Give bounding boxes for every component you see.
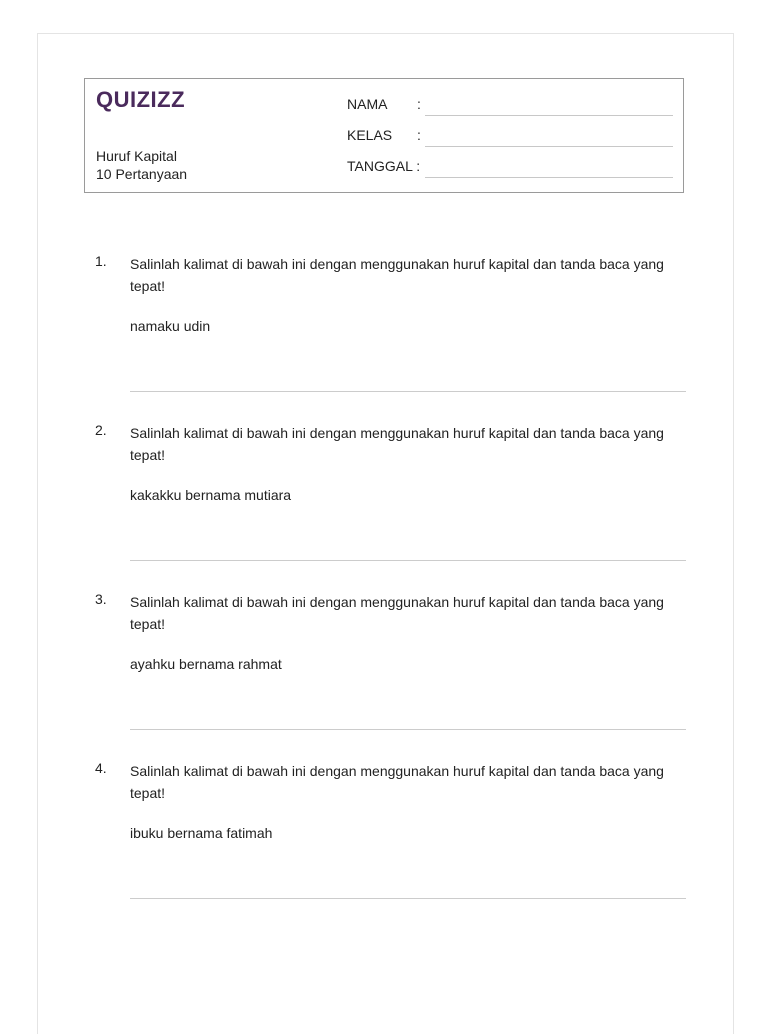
answer-line[interactable]	[130, 560, 686, 561]
name-field[interactable]	[347, 96, 673, 116]
answer-line[interactable]	[130, 391, 686, 392]
question-sentence: namaku udin	[130, 318, 211, 334]
class-colon: :	[417, 127, 421, 143]
question-item	[95, 422, 685, 591]
question-prompt: Salinlah kalimat di bawah ini dengan menggunakan huruf kapital dan tanda baca yang tepat!	[130, 594, 664, 632]
date-line[interactable]	[425, 177, 673, 178]
question-sentence: ayahku bernama rahmat	[130, 656, 282, 672]
quiz-info	[96, 147, 187, 183]
question-prompt: Salinlah kalimat di bawah ini dengan menggunakan huruf kapital dan tanda baca yang tepat!	[130, 425, 664, 463]
date-field[interactable]	[347, 158, 673, 178]
quizizz-logo: QUIZIZZ	[96, 87, 186, 112]
quiz-title: Huruf Kapital	[96, 148, 177, 164]
question-list	[95, 253, 685, 929]
question-item	[95, 591, 685, 760]
answer-line[interactable]	[130, 729, 686, 730]
question-count: 10 Pertanyaan	[96, 166, 188, 182]
class-label: KELAS	[347, 127, 393, 143]
answer-line[interactable]	[130, 898, 686, 899]
question-prompt: Salinlah kalimat di bawah ini dengan menggunakan huruf kapital dan tanda baca yang tepat!	[130, 763, 664, 801]
name-colon: :	[417, 96, 421, 112]
name-line[interactable]	[425, 115, 673, 116]
worksheet-header	[84, 78, 684, 193]
question-number: 2.	[95, 422, 107, 438]
question-prompt: Salinlah kalimat di bawah ini dengan menggunakan huruf kapital dan tanda baca yang tepat!	[130, 256, 664, 294]
date-label: TANGGAL :	[347, 158, 421, 174]
class-field[interactable]	[347, 127, 673, 147]
question-number: 3.	[95, 591, 107, 607]
name-label: NAMA	[347, 96, 388, 112]
question-item	[95, 760, 685, 929]
question-number: 4.	[95, 760, 107, 776]
question-sentence: kakakku bernama mutiara	[130, 487, 292, 503]
class-line[interactable]	[425, 146, 673, 147]
question-number: 1.	[95, 253, 107, 269]
question-sentence: ibuku bernama fatimah	[130, 825, 273, 841]
question-item	[95, 253, 685, 422]
